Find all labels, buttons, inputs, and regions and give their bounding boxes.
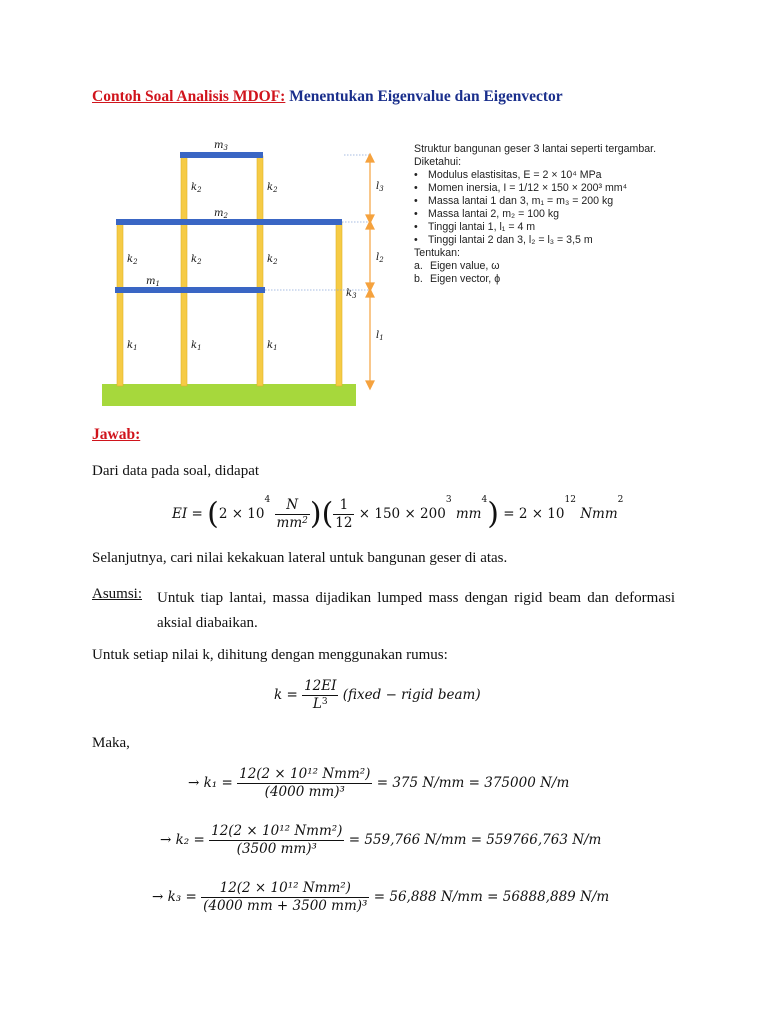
spec-item: • Momen inersia, I = 1/12 × 150 × 200³ mm⁴ bbox=[414, 182, 628, 194]
ground-slab bbox=[102, 384, 356, 406]
beam-floor-1 bbox=[115, 287, 265, 293]
spec-item: • Massa lantai 2, m₂ = 100 kg bbox=[414, 208, 560, 220]
spec-given-heading: Diketahui: bbox=[414, 156, 462, 168]
answer-heading: Jawab: bbox=[92, 426, 141, 443]
spec-item: • Massa lantai 1 dan 3, m₁ = m₃ = 200 kg bbox=[414, 195, 614, 207]
equation-k3: → k₃ = $\frac{\text{12(2 × 10¹² Nmm²)}}{\text{(4000 mm + 3500 mm)³}}$ = 56,888 N/mm = 56888,889 N/m bbox=[152, 880, 610, 914]
paragraph-next: Selanjutnya, cari nilai kekakuan lateral untuk bangunan geser di atas. bbox=[92, 550, 508, 566]
spec-find-item: b. Eigen vector, ϕ bbox=[414, 273, 501, 285]
dimension-line bbox=[366, 154, 374, 389]
problem-specification bbox=[414, 143, 684, 286]
equation-k1: → k₁ = $\frac{\text{12(2 × 10¹² Nmm²)}}{\text{(4000 mm)³}}$ = 375 N/mm = 375000 N/m bbox=[188, 766, 570, 800]
label-l3: $l_3$ bbox=[376, 181, 384, 193]
equation-k: k = $\frac{12EI}{L^3}$ (fixed − rigid beam) bbox=[274, 678, 481, 712]
title-main: Menentukan Eigenvalue dan Eigenvector bbox=[289, 88, 563, 105]
spec-find-heading: Tentukan: bbox=[414, 247, 460, 259]
label-m3: $m_3$ bbox=[214, 140, 228, 152]
label-k2: $k_2$ bbox=[267, 182, 278, 194]
label-k2: $k_2$ bbox=[127, 254, 138, 266]
title-prefix: Contoh Soal Analisis MDOF: bbox=[92, 88, 286, 105]
label-k2: $k_2$ bbox=[191, 254, 202, 266]
label-m2: $m_2$ bbox=[214, 208, 228, 220]
label-k3: $k_3$ bbox=[346, 288, 357, 300]
paragraph-maka: Maka, bbox=[92, 735, 130, 751]
spec-intro: Struktur bangunan geser 3 lantai seperti tergambar. bbox=[414, 143, 657, 155]
equation-k2: → k₂ = $\frac{\text{12(2 × 10¹² Nmm²)}}{\text{(3500 mm)³}}$ = 559,766 N/mm = 559766,763 N/m bbox=[160, 823, 602, 857]
label-k2: $k_2$ bbox=[267, 254, 278, 266]
structure-figure bbox=[100, 138, 400, 410]
label-k1: $k_1$ bbox=[127, 340, 138, 352]
label-k2: $k_2$ bbox=[191, 182, 202, 194]
assumption-heading: Asumsi: bbox=[92, 586, 143, 602]
assumption-text: Untuk tiap lantai, massa dijadikan lumped mass dengan rigid beam dan deformasi aksial diabaikan. bbox=[157, 590, 675, 631]
columns bbox=[117, 156, 342, 386]
paragraph-formula-intro: Untuk setiap nilai k, dihitung dengan menggunakan rumus: bbox=[92, 647, 448, 663]
figure-labels bbox=[127, 140, 384, 352]
beam-floor-2 bbox=[116, 219, 342, 225]
label-l1: $l_1$ bbox=[376, 330, 384, 342]
spec-item: • Tinggi lantai 2 dan 3, l₂ = l₃ = 3,5 m bbox=[414, 234, 593, 246]
beam-floor-3 bbox=[180, 152, 263, 158]
label-k1: $k_1$ bbox=[267, 340, 278, 352]
spec-item: • Modulus elastisitas, E = 2 × 10⁴ MPa bbox=[414, 169, 602, 181]
label-k1: $k_1$ bbox=[191, 340, 202, 352]
paragraph-intro: Dari data pada soal, didapat bbox=[92, 463, 260, 479]
equation-ei: EI = ($2 \times 10^4$ $\frac{N}{mm^2}$ )( $\frac{1}{12}$ × $150 \times 200^3$ $mm^4) = 2 \times 10^{12}$ Nmm$^2$ bbox=[172, 495, 624, 532]
spec-item: • Tinggi lantai 1, l₁ = 4 m bbox=[414, 221, 536, 233]
label-m1: $m_1$ bbox=[146, 276, 160, 288]
spec-find-item: a. Eigen value, ω bbox=[414, 260, 500, 272]
page-title bbox=[92, 88, 563, 106]
label-l2: $l_2$ bbox=[376, 252, 384, 264]
